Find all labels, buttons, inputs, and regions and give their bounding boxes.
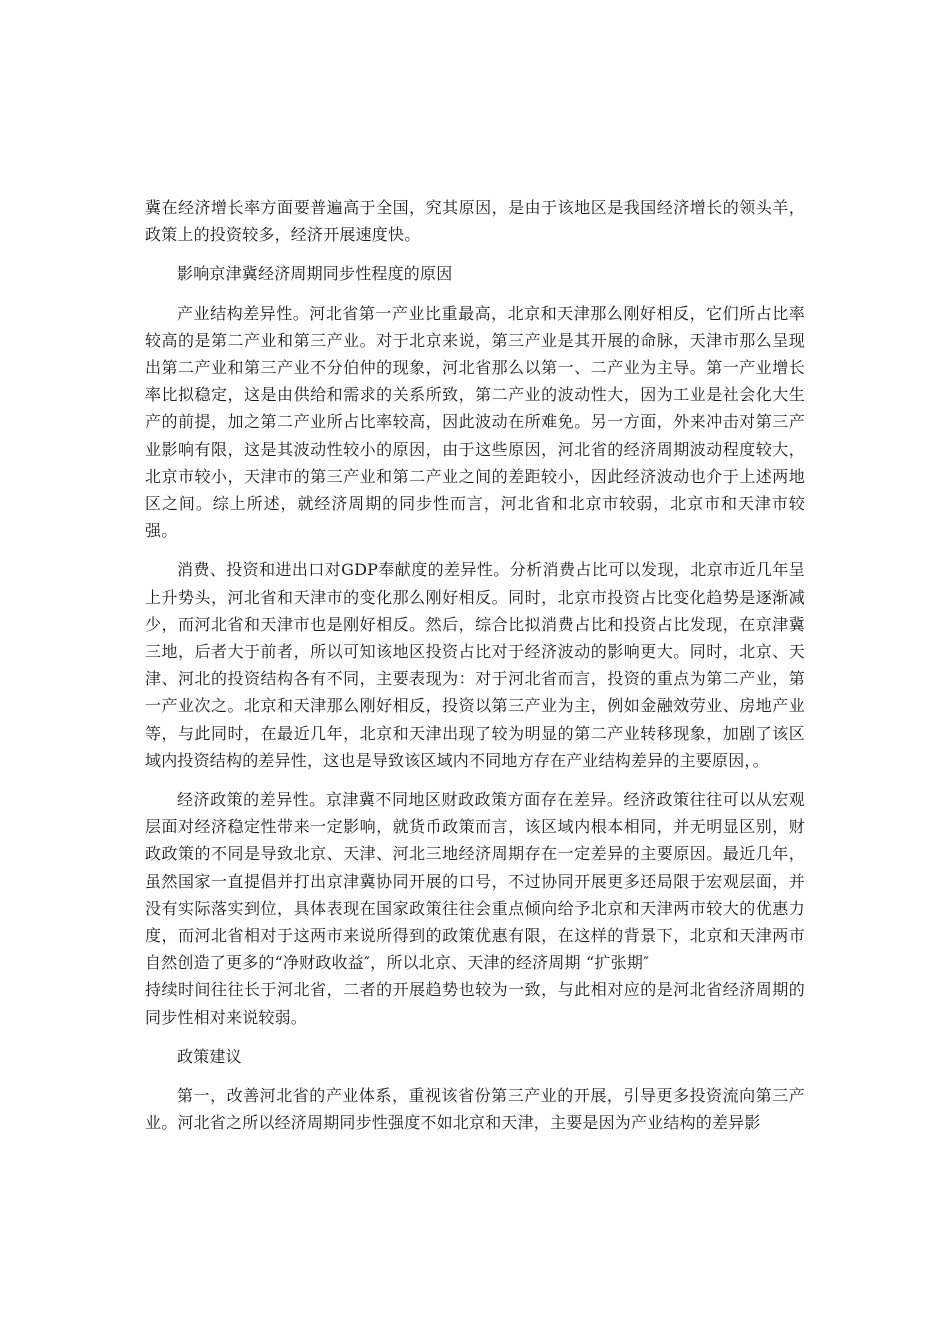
paragraph-suggestion-first: 第一，改善河北省的产业体系，重视该省份第三产业的开展，引导更多投资流向第三产业。河北省之所以经济周期同步性强度不如北京和天津，主要是因为产业结构的差异影 bbox=[145, 1086, 805, 1133]
paragraph-economic-policy: 经济政策的差异性。京津冀不同地区财政政策方面存在差异。经济政策往往可以从宏观层面对经济稳定性带来一定影响，就货币政策而言，该区域内根本相同，并无明显区别，财政政策的不同是导致北京、天津、河北三地经济周期存在一定差异的主要原因。最近几年，虽然国家一直提倡并打出京津冀协同开展的口号，不过协同开展更多还局限于宏观层面，并没有实际落实到位，具体表现在国家政策往往会重点倾向给予北京和天津两市较大的优惠力度，而河北省相对于这两市来说所得到的政策优惠有限，在这样的背景下，北京和天津两市自然创造了更多的“净财政收益″，所以北京、天津的经济周期 “扩张期″ bbox=[145, 790, 805, 973]
section-heading-reasons: 影响京津冀经济周期同步性程度的原因 bbox=[177, 264, 453, 284]
section-heading-suggestions: 政策建议 bbox=[177, 1046, 242, 1066]
document-body bbox=[145, 194, 805, 1137]
paragraph-consumption-investment: 消费、投资和进出口对GDP奉献度的差异性。分析消费占比可以发现，北京市近几年呈上升势头，河北省和天津市的变化那么刚好相反。同时，北京市投资占比变化趋势是逐渐减少，而河北省和天津市也是刚好相反。然后，综合比拟消费占比和投资占比发现，在京津冀三地，后者大于前者，所以可知该地区投资占比对于经济波动的影响更大。同时，北京、天津、河北的投资结构各有不同，主要表现为：对于河北省而言，投资的重点为第二产业，第一产业次之。北京和天津那么刚好相反，投资以第三产业为主，例如金融效劳业、房地产业等，与此同时，在最近几年，北京和天津出现了较为明显的第二产业转移现象，加剧了该区域内投资结构的差异性，这也是导致该区域内不同地方存在产业结构差异的主要原因，。 bbox=[145, 560, 805, 770]
paragraph-intro: 冀在经济增长率方面要普遍高于全国，究其原因，是由于该地区是我国经济增长的领头羊，政策上的投资较多，经济开展速度快。 bbox=[145, 198, 805, 245]
paragraph-economic-policy-continued: 持续时间往往长于河北省，二者的开展趋势也较为一致，与此相对应的是河北省经济周期的同步性相对来说较弱。 bbox=[145, 980, 805, 1027]
paragraph-industry-structure: 产业结构差异性。河北省第一产业比重最高，北京和天津那么刚好相反，它们所占比率较高的是第二产业和第三产业。对于北京来说，第三产业是其开展的命脉，天津市那么呈现出第二产业和第三产业不分伯仲的现象，河北省那么以第一、二产业为主导。第一产业增长率比拟稳定，这是由供给和需求的关系所致，第二产业的波动性大，因为工业是社会化大生产的前提，加之第二产业所占比率较高，因此波动在所难免。另一方面，外来冲击对第三产业影响有限，这是其波动性较小的原因，由于这些原因，河北省的经济周期波动程度较大，北京市较小，天津市的第三产业和第二产业之间的差距较小，因此经济波动也介于上述两地区之间。综上所述，就经济周期的同步性而言，河北省和北京市较弱，北京市和天津市较强。 bbox=[145, 303, 805, 541]
